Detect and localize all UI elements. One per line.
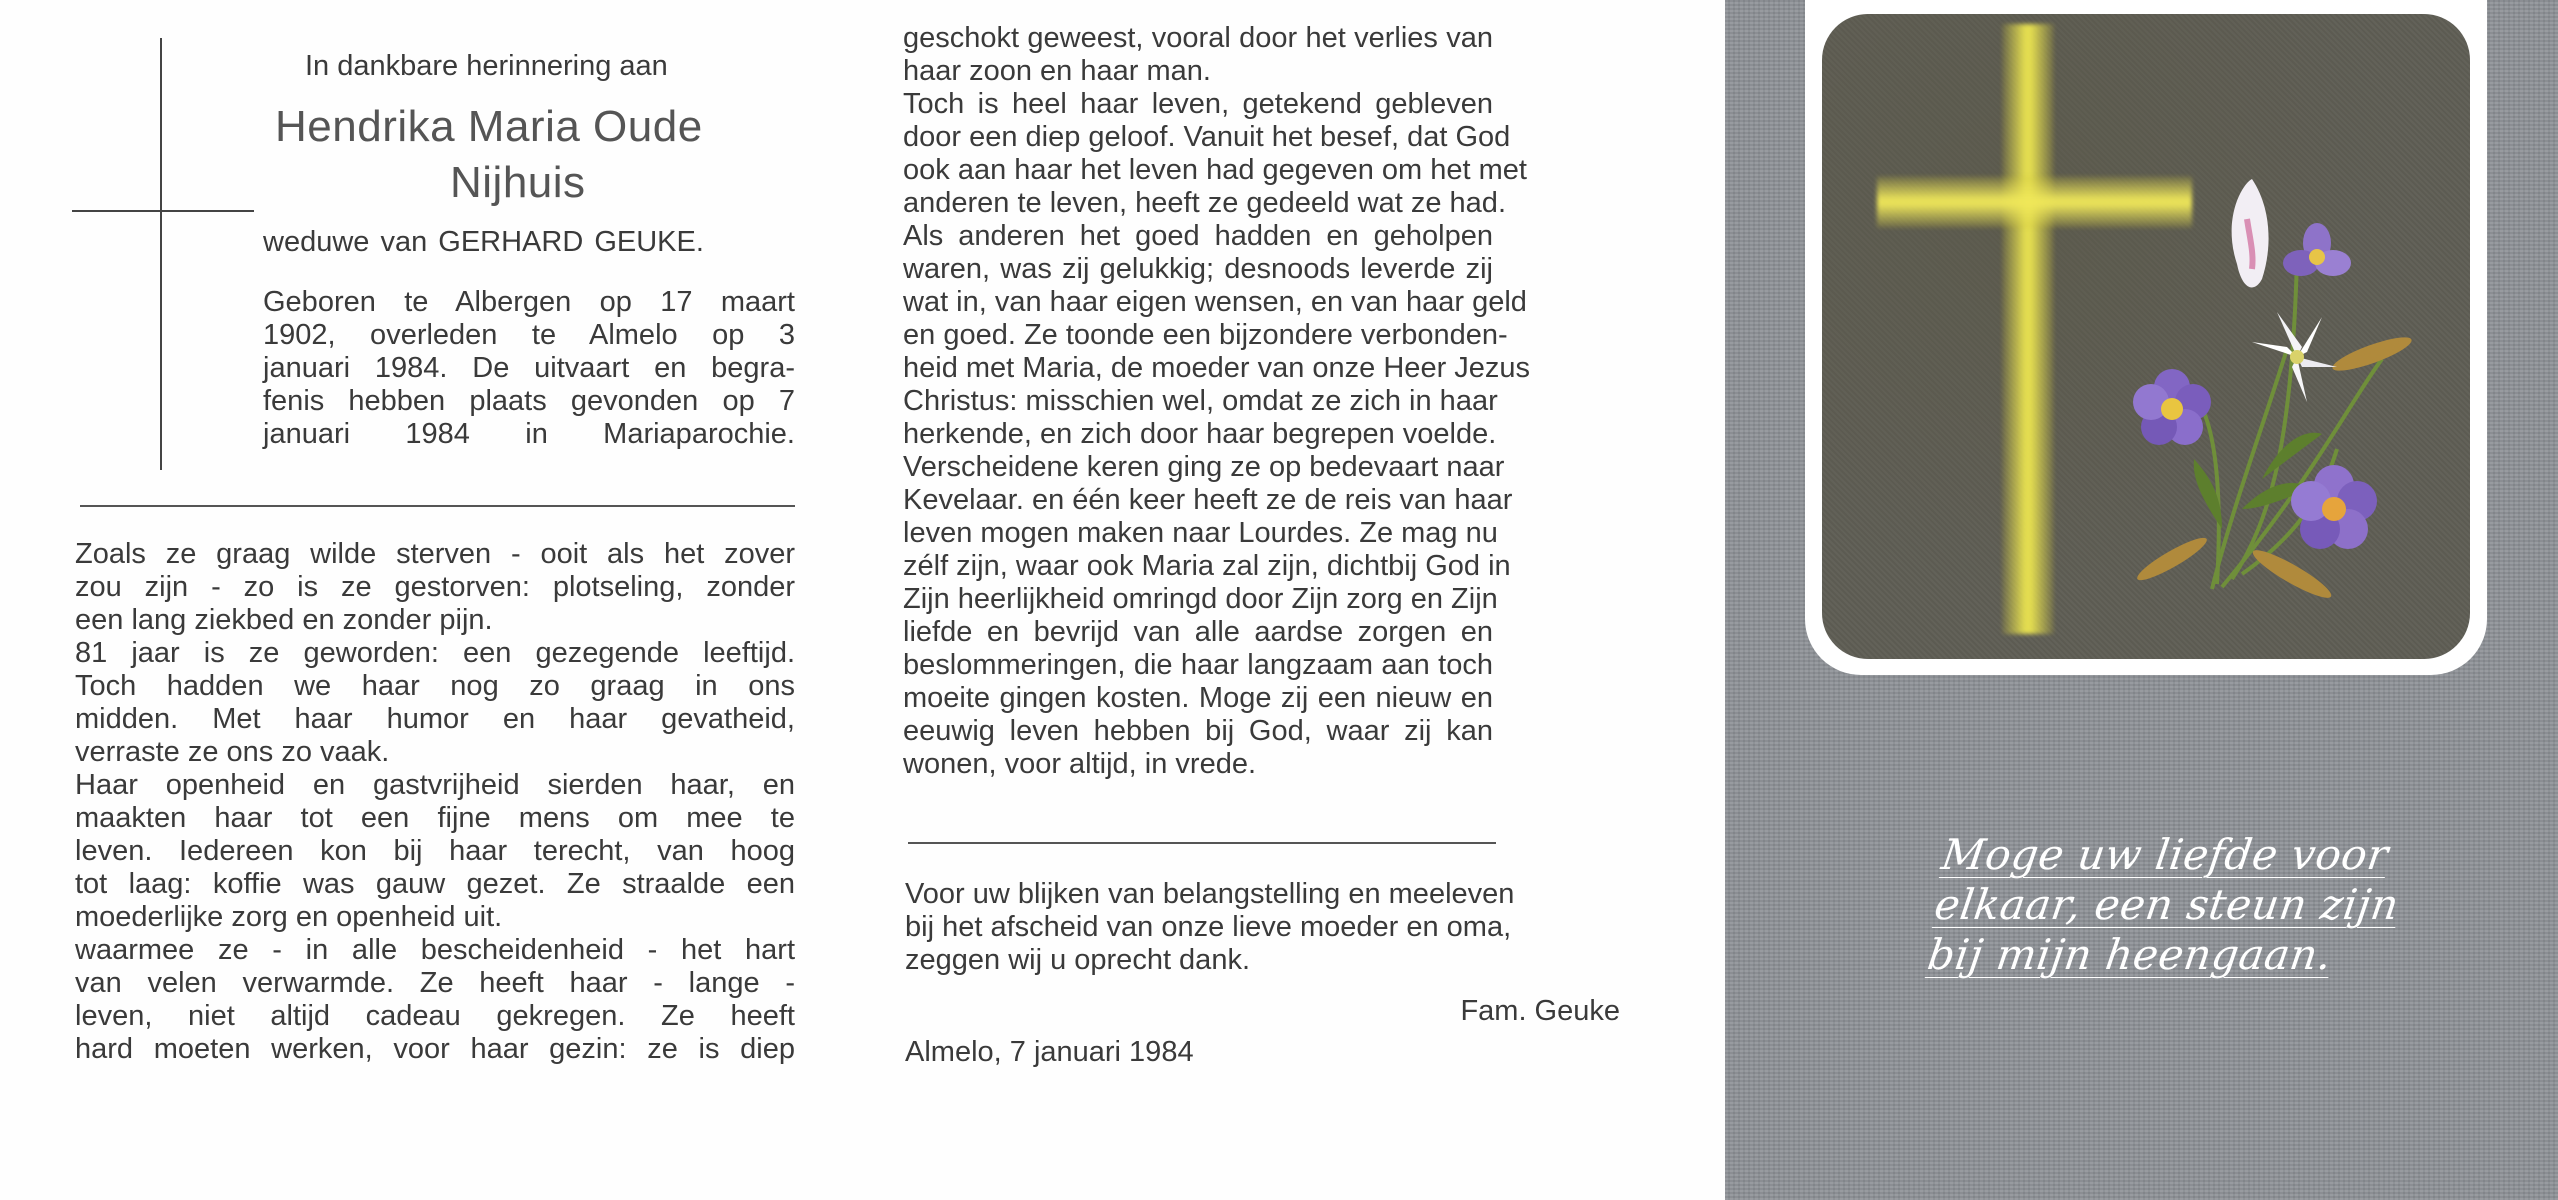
text-line: zou zijn - zo is ze gestorven: plotseling, zonder xyxy=(75,571,795,603)
text-line: verraste ze ons zo vaak. xyxy=(75,736,390,768)
cover-page xyxy=(1725,0,2558,1200)
tribute-text-right xyxy=(903,22,1531,781)
text-line: wat in, van haar eigen wensen, en van haar geld xyxy=(903,286,1527,318)
text-line: moederlijke zorg en openheid uit. xyxy=(75,901,503,933)
text-line: leven, niet altijd cadeau gekregen. Ze heeft xyxy=(75,1000,795,1032)
birth-line: januari 1984. De uitvaart en begra- xyxy=(263,352,795,384)
widow-of-line: weduwe van GERHARD GEUKE. xyxy=(263,226,704,258)
text-line: door een diep geloof. Vanuit het besef, dat God xyxy=(903,121,1511,153)
divider-rule xyxy=(80,505,795,507)
text-line: anderen te leven, heeft ze gedeeld wat ze had. xyxy=(903,187,1506,219)
text-line: hard moeten werken, voor haar gezin: ze is diep xyxy=(75,1033,795,1065)
birth-line: 1902, overleden te Almelo op 3 xyxy=(263,319,795,351)
birth-death-paragraph xyxy=(263,286,795,451)
text-line: waren, was zij gelukkig; desnoods leverde zij xyxy=(903,253,1493,285)
place-and-date: Almelo, 7 januari 1984 xyxy=(905,1036,1194,1068)
text-line: haar zoon en haar man. xyxy=(903,55,1211,87)
thanks-line: zeggen wij u oprecht dank. xyxy=(905,944,1250,976)
text-line: geschokt geweest, vooral door het verlies van xyxy=(903,22,1493,54)
text-line: leven. Iedereen kon bij haar terecht, van hoog xyxy=(75,835,795,867)
text-line: Kevelaar. en één keer heeft ze de reis van haar xyxy=(903,484,1513,516)
text-line: Zijn heerlijkheid omringd door Zijn zorg en Zijn xyxy=(903,583,1498,615)
text-line: beslommeringen, die haar langzaam aan toch xyxy=(903,649,1493,681)
divider-rule xyxy=(908,842,1496,844)
text-line: waarmee ze - in alle bescheidenheid - het hart xyxy=(75,934,795,966)
memorial-intro: In dankbare herinnering aan xyxy=(305,50,668,82)
text-line: eeuwig leven hebben bij God, waar zij kan xyxy=(903,715,1493,747)
cross-and-flowers-picture xyxy=(1822,14,2470,659)
cover-motto xyxy=(1924,830,2465,980)
text-line: Christus: misschien wel, omdat ze zich in haar xyxy=(903,385,1498,417)
cross-symbol-horizontal xyxy=(72,210,254,212)
text-line: van velen verwarmde. Ze heeft haar - lange - xyxy=(75,967,795,999)
deceased-name-line-2: Nijhuis xyxy=(450,158,586,207)
cross-symbol-vertical xyxy=(160,38,162,470)
thanks-line: Voor uw blijken van belangstelling en meeleven xyxy=(905,878,1515,910)
text-line: 81 jaar is ze geworden: een gezegende leeftijd. xyxy=(75,637,795,669)
text-line: en goed. Ze toonde een bijzondere verbonden- xyxy=(903,319,1508,351)
birth-line: januari 1984 in Mariaparochie. xyxy=(263,418,795,450)
text-line: wonen, voor altijd, in vrede. xyxy=(903,748,1257,780)
text-line: zélf zijn, waar ook Maria zal zijn, dichtbij God in xyxy=(903,550,1511,582)
deceased-name-line-1: Hendrika Maria Oude xyxy=(275,102,703,151)
left-page xyxy=(0,0,870,1200)
text-line: midden. Met haar humor en haar gevatheid, xyxy=(75,703,795,735)
text-line: heid met Maria, de moeder van onze Heer Jezus xyxy=(903,352,1531,384)
text-line: leven mogen maken naar Lourdes. Ze mag nu xyxy=(903,517,1498,549)
motto-line: elkaar, een steun zijn xyxy=(1931,880,2402,929)
middle-page xyxy=(870,0,1725,1200)
birth-line: fenis hebben plaats gevonden op 7 xyxy=(263,385,795,417)
text-line: liefde en bevrijd van alle aardse zorgen en xyxy=(903,616,1493,648)
text-line: Haar openheid en gastvrijheid sierden haar, en xyxy=(75,769,795,801)
text-line: een lang ziekbed en zonder pijn. xyxy=(75,604,493,636)
text-line: Verscheidene keren ging ze op bedevaart naar xyxy=(903,451,1505,483)
text-line: herkende, en zich door haar begrepen voelde. xyxy=(903,418,1497,450)
cross-icon-vertical-beam xyxy=(2002,24,2054,634)
family-signature: Fam. Geuke xyxy=(1460,995,1620,1027)
thanks-line: bij het afscheid van onze lieve moeder en oma, xyxy=(905,911,1512,943)
text-line: Als anderen het goed hadden en geholpen xyxy=(903,220,1493,252)
motto-line: Moge uw liefde voor xyxy=(1938,830,2392,879)
text-line: Toch hadden we haar nog zo graag in ons xyxy=(75,670,795,702)
text-line: tot laag: koffie was gauw gezet. Ze straalde een xyxy=(75,868,795,900)
text-line: ook aan haar het leven had gegeven om het met xyxy=(903,154,1527,186)
thanks-paragraph xyxy=(905,878,1515,977)
text-line: Toch is heel haar leven, getekend gebleven xyxy=(903,88,1493,120)
text-line: maakten haar tot een fijne mens om mee te xyxy=(75,802,795,834)
text-line: Zoals ze graag wilde sterven - ooit als het zover xyxy=(75,538,795,570)
birth-line: Geboren te Albergen op 17 maart xyxy=(263,286,795,318)
text-line: moeite gingen kosten. Moge zij een nieuw en xyxy=(903,682,1493,714)
flower-bouquet-icon xyxy=(2122,179,2462,619)
tribute-text-left xyxy=(75,538,795,1066)
motto-line: bij mijn heengaan. xyxy=(1924,930,2336,979)
